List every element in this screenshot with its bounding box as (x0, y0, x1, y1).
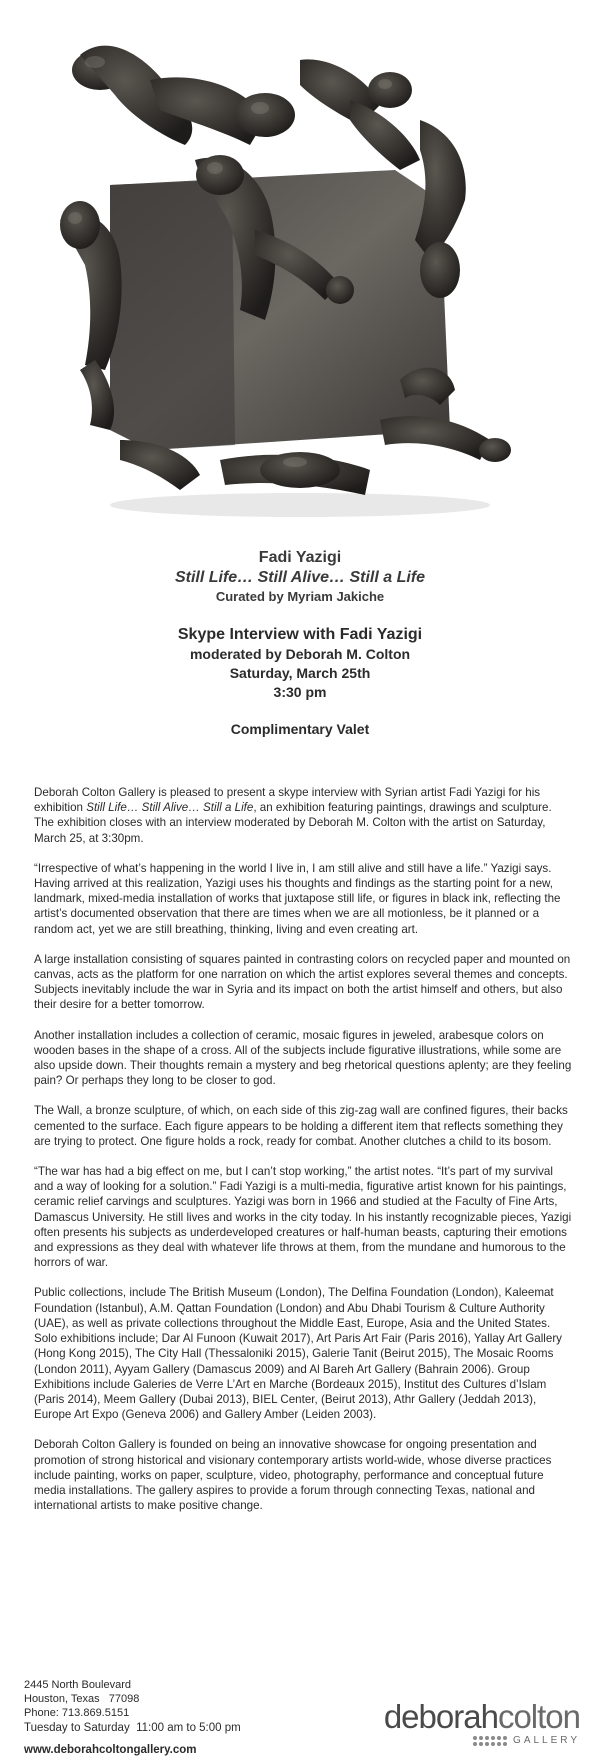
address-line-1: 2445 North Boulevard (24, 1679, 132, 1691)
paragraph-wall: The Wall, a bronze sculpture, of which, on each side of this zig-zag wall are confined figures, their backs cemented to the surface. Each figure appears to be holding a different item that reflects something they are trying to protect. One figure holds a rock, ready for combat. Another clutches a child to its bosom. (34, 1104, 568, 1148)
paragraph-installation: A large installation consisting of squares painted in contrasting colors on recycled paper and mounted on canvas, acts as the platform for one narration on which the artist explores several themes and concepts. Subjects inevitably include the war in Syria and its impact on both the artist himself and others, but also their desire for a better tomorrow. (34, 952, 571, 1012)
artist-name: Fadi Yazigi (258, 549, 342, 566)
press-release-body (34, 785, 574, 1528)
logo-subline (384, 1735, 580, 1746)
paragraph-quote: “Irrespective of what’s happening in the world I live in, I am still alive and still have a life.” Yazigi says. Having arrived at this realization, Yazigi uses his thoughts and findings as the starting point for a new, landmark, mixed-media installation of works that juxtapose still life, or figures in black ink, reflecting the artist’s documented observation that there are times when we are all motionless, be it planned or a random act, yet we are still breathing, thinking, living and even creating art. (34, 861, 561, 936)
gallery-hours: Tuesday to Saturday 11:00 am to 5:00 pm (24, 1722, 241, 1734)
event-date: Saturday, March 25th (229, 665, 371, 681)
paragraph-ceramics: Another installation includes a collection of ceramic, mosaic figures in jeweled, arabesque colors on wooden bases in the shape of a cross. All of the subjects include figurative illustrations, while some are also upside down. Their thoughts remain a mystery and beg rhetorical questions aplenty; are they feeling pain? Or perhaps they long to be closer to god. (34, 1028, 572, 1088)
event-time: 3:30 pm (273, 684, 327, 700)
valet-note: Complimentary Valet (230, 721, 370, 737)
paragraph-collections: Public collections, include The British Museum (London), The Delfina Foundation (London), Kaleemat Foundation (Istanbul), A.M. Qattan Foundation (London) and Abu Dhabi Tourism & Culture Authority (UAE), as well as private collections throughout the Middle East, Europe, Asia and the United States. Solo exhibitions include; Dar Al Funoon (Kuwait 2017), Art Paris Art Fair (Paris 2016), Yallay Art Gallery (Hong Kong 2015), The City Hall (Thessaloniki 2015), Galerie Tanit (Beirut 2015), The Mosaic Rooms (London 2011), Ayyam Gallery (Damascus 2009) and Al Bareh Art Gallery (Bahrain 2006). Group Exhibitions include Galeries de Verre L’Art en Marche (Bordeaux 2015), Institut des Cultures d’Islam (Paris 2014), Meem Gallery (Dubai 2013), BIEL Center, (Beirut 2013), Athr Gallery (Jeddah 2013), Europe Art Expo (Geneva 2006) and Gallery Amber (Leiden 2003). (34, 1286, 562, 1422)
logo-dots-icon (473, 1736, 507, 1746)
paragraph-intro (34, 785, 574, 846)
paragraph-gallery: Deborah Colton Gallery is founded on being an innovative showcase for ongoing presentation and promotion of strong historical and visionary contemporary artists world-wide, whose diverse practices include painting, works on paper, sculpture, video, photography, performance and conceptual future media installations. The gallery aspires to provide a forum through connecting Texas, national and international artists to make positive change. (34, 1438, 552, 1513)
address-line-2: Houston, Texas 77098 (24, 1693, 140, 1705)
bronze-sculpture-image (0, 0, 600, 540)
event-title: Skype Interview with Fadi Yazigi (177, 626, 423, 643)
logo-word-colton: colton (497, 1698, 580, 1735)
gallery-address (24, 1678, 139, 1720)
phone-number: Phone: 713.869.5151 (24, 1707, 130, 1719)
logo-gallery-label: GALLERY (513, 1735, 580, 1746)
intro-text-a: Deborah Colton Gallery is pleased to present a skype interview with Syrian artist Fadi Yazigi for his exhibition (34, 786, 541, 815)
website-link[interactable]: www.deborahcoltongallery.com (24, 1744, 197, 1756)
exhibition-title: Still Life… Still Alive… Still a Life (174, 569, 426, 586)
logo-word-deborah: deborah (383, 1698, 498, 1735)
gallery-logo (384, 1700, 580, 1746)
paragraph-biography: “The war has had a big effect on me, but I can’t stop working,” the artist notes. “It’s part of my survival and a way of looking for a solution.” Fadi Yazigi is a multi-media, figurative artist known for his paintings, ceramic relief carvings and sculptures. Yazigi was born in 1966 and studied at the Faculty of Fine Arts, Damascus University. He still lives and works in the city today. In his instantly recognizable pieces, Yazigi often presents his subjects as underdeveloped creatures or half-human beasts, capturing their emotions and expressions as they deal with whatever life throws at them, from the mundane and humorous to the horrors of war. (34, 1165, 572, 1270)
logo-wordmark (384, 1700, 580, 1734)
intro-exhibition-title: Still Life… Still Alive… Still a Life (86, 801, 254, 815)
event-moderator: moderated by Deborah M. Colton (189, 646, 411, 662)
intro-text-b: , an exhibition featuring paintings, drawings and sculpture. The exhibition closes with an interview moderated by Deborah M. Colton with the artist on Saturday, March 25, at 3:30pm. (34, 801, 552, 845)
exhibition-header (0, 548, 600, 739)
curator-line: Curated by Myriam Jakiche (215, 589, 385, 604)
